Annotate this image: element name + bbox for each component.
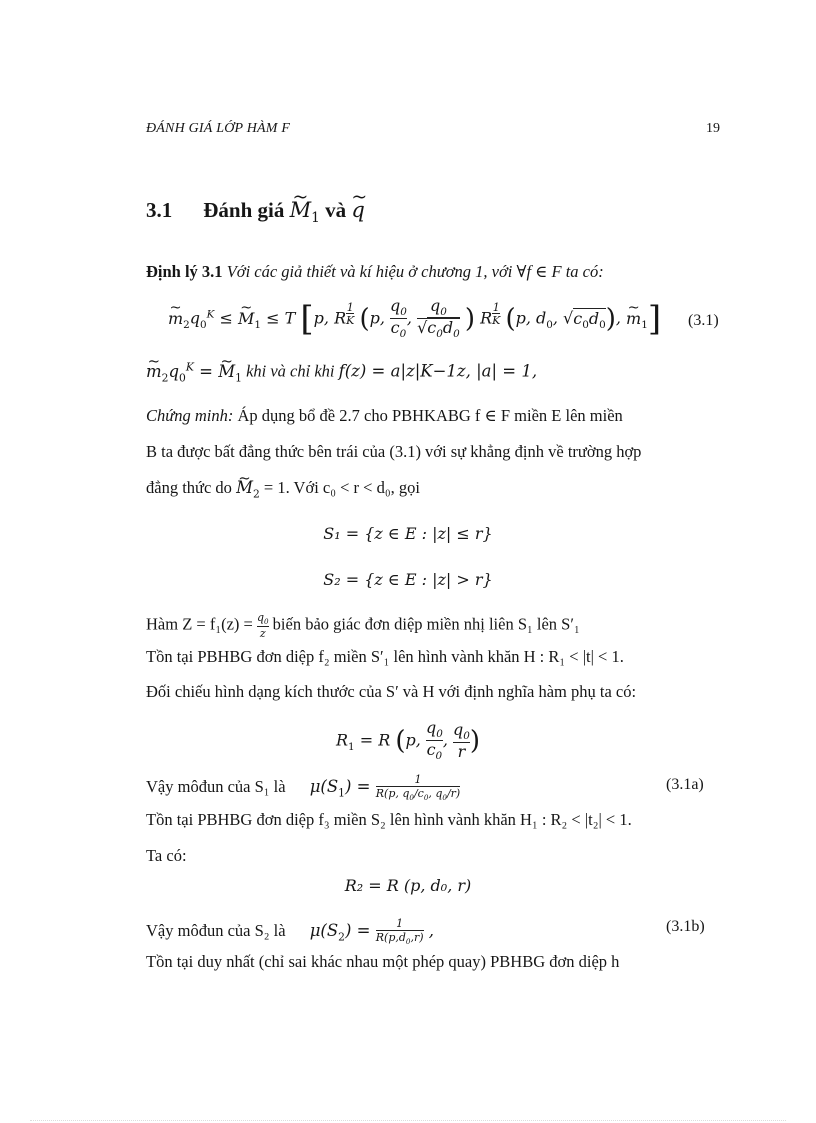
proof-line-6: Đối chiếu hình dạng kích thước của S′ và H với định nghĩa hàm phụ ta có: (146, 682, 637, 701)
set-s2-definition: S₂ = {z ∈ E : |z| > r} (323, 570, 493, 589)
set-s1-definition: S₁ = {z ∈ E : |z| ≤ r} (323, 524, 493, 543)
proof-text-1: Áp dụng bổ đề 2.7 cho PBHKABG f ∈ F miền E lên miền (237, 406, 623, 425)
proof-line-2: B ta được bất đẳng thức bên trái của (3.1) với sự khẳng định về trường hợp (146, 442, 642, 461)
theorem-line (146, 262, 604, 282)
proof-line-3: đẳng thức do ~ $M_2 = 1$. Với c₀ < r < d₀, gọi (146, 478, 420, 500)
proof-line-9: Ta có: (146, 846, 187, 865)
proof-line-5: Tồn tại PBHBG đơn diệp f₂ miền S′₁ lên hình vành khăn H : R₁ < |t| < 1. (146, 647, 624, 666)
equation-label-3-1a: (3.1a) (666, 776, 704, 793)
equality-condition: ~ $m_2q_0^K$ = ~ $M_1$ khi và chỉ khi f(z) = a|z|K−1z, |a| = 1, (146, 360, 537, 384)
theorem-statement: Với các giả thiết và kí hiệu ở chương 1, với ∀f ∈ F ta có: (226, 262, 604, 281)
theorem-main-inequality: ~ $m_2q_0^K$ ≤ ~ $M_1 \le T$ [p, R $^{\frac{1}{K}}$ (p, $\frac{q_0}{c_0}$ , $\frac{q_0}{√c_0d_0}$ ) R $^{\frac{1}{K}}$ (p, $d_0$, $√c_0d_0$), ~ $m_1$] (168, 298, 661, 340)
page-number: 19 (706, 121, 720, 136)
r1-definition: $R_1 = R$ (p, $\frac{q_0}{c_0}$ , $\frac{q_0}{r}$ ) (335, 718, 481, 763)
equation-label-3-1: (3.1) (688, 312, 719, 329)
section-title-prefix: Đánh giá (203, 198, 285, 222)
proof-line-11: Tồn tại duy nhất (chỉ sai khác nhau một phép quay) PBHBG đơn diệp h (146, 952, 620, 971)
proof-line-1 (146, 406, 623, 426)
equality-condition-math: f(z) = a|z|K−1z, |a| = 1, (338, 361, 538, 381)
section-title-and: và (325, 198, 347, 222)
proof-line-7: Vậy môđun của S₁ là $\mu(S_1)$ = $\frac{1}{R(p, q_0/c_0, q_0/r)}$ (146, 773, 461, 802)
equality-condition-text: khi và chỉ khi (246, 361, 335, 381)
proof-label: Chứng minh: (146, 406, 234, 425)
running-header: ĐÁNH GIÁ LỚP HÀM F (146, 121, 291, 136)
proof-line-4: Hàm Z = f₁(z) = $\frac{q_0}{z}$ biến bảo giác đơn diệp miền nhị liên S₁ lên S′₁ (146, 611, 580, 640)
equation-label-3-1b: (3.1b) (666, 918, 705, 935)
section-math-m1: ~ $M_1$ (290, 198, 320, 222)
section-math-q: ~ q (351, 198, 364, 222)
footer-rule (30, 1120, 786, 1121)
section-heading (146, 198, 365, 226)
r2-definition: R₂ = R (p, d₀, r) (344, 876, 472, 895)
theorem-label: Định lý 3.1 (146, 262, 223, 281)
proof-line-10: Vậy môđun của S₂ là $\mu(S_2)$ = $\frac{1}{R(p,d_0,r)}$ , (146, 917, 434, 946)
section-number: 3.1 (146, 198, 173, 222)
proof-line-8: Tồn tại PBHBG đơn diệp f₃ miền S₂ lên hình vành khăn H₁ : R₂ < |t₂| < 1. (146, 810, 632, 829)
